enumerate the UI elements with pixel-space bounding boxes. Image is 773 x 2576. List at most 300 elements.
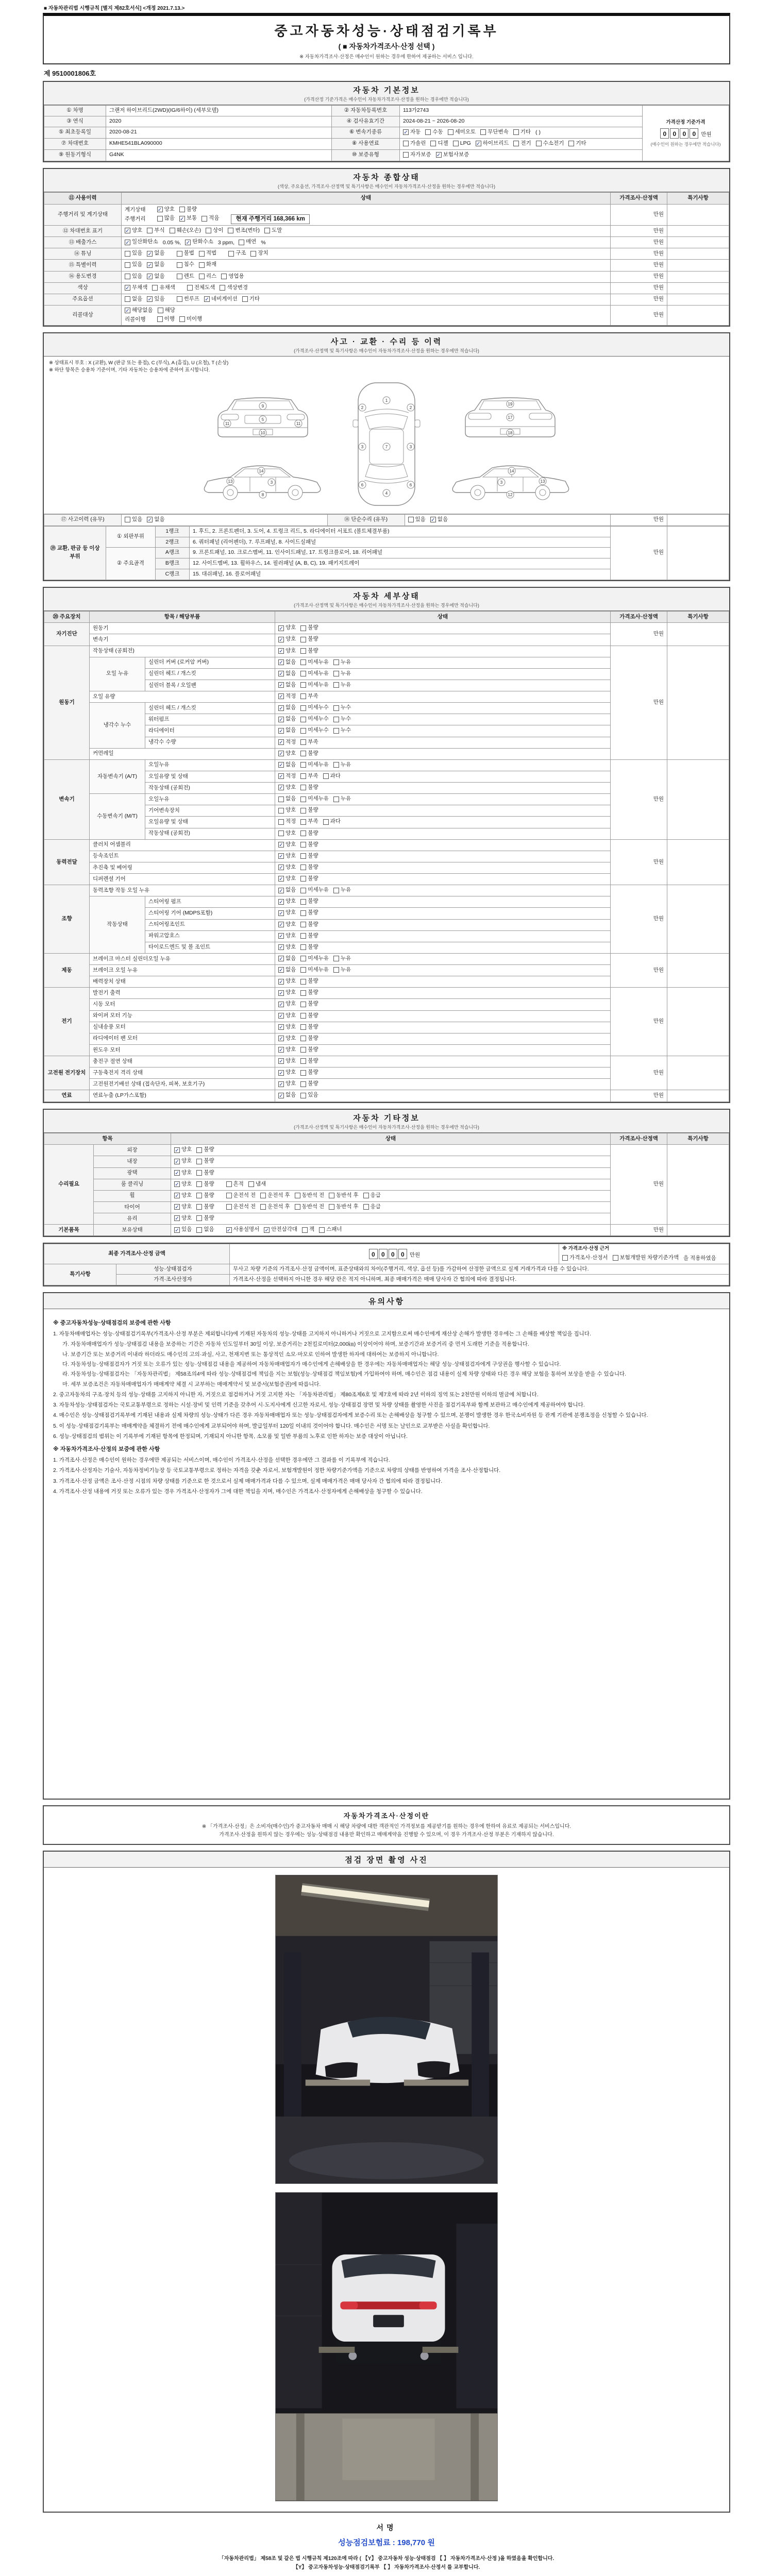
device-item-status (275, 908, 611, 919)
checkbox[interactable] (300, 784, 318, 792)
inspection-photo-2 (275, 2192, 498, 2501)
checkbox[interactable] (278, 806, 296, 815)
checkbox[interactable] (562, 1254, 608, 1262)
checkbox-label: 있음 (132, 261, 143, 268)
photos-container (43, 1851, 730, 2513)
checkbox[interactable] (333, 681, 351, 689)
table-row (44, 204, 729, 225)
signature-title: 서명 (376, 2523, 397, 2532)
checkbox[interactable] (177, 261, 194, 269)
checkbox[interactable] (300, 761, 329, 769)
checkbox[interactable] (125, 516, 142, 524)
checkbox-label: 없음 (285, 704, 296, 711)
checkbox-checked[interactable] (174, 1214, 192, 1223)
checkbox-checked[interactable] (278, 863, 296, 872)
field-value: 2020-08-21 (106, 127, 332, 138)
checkbox-checked[interactable] (278, 692, 296, 701)
checkbox-box-icon (323, 773, 329, 779)
device-item-status (275, 714, 611, 725)
checkbox-checked[interactable] (278, 761, 296, 769)
checkbox[interactable] (196, 1157, 214, 1165)
checkbox-checked[interactable] (147, 516, 164, 524)
checkbox[interactable] (300, 670, 329, 678)
checkbox-label: 불량 (308, 978, 318, 985)
checkbox[interactable] (158, 307, 175, 315)
checkbox-checked[interactable] (278, 1046, 296, 1054)
checkbox[interactable] (568, 140, 586, 148)
checkbox[interactable] (300, 1069, 318, 1077)
checkbox-label: 일산화탄소 (132, 239, 158, 245)
device-item-label: 브레이크 오일 누유 (90, 965, 275, 976)
checkbox[interactable] (177, 295, 199, 303)
checkbox[interactable] (300, 658, 329, 667)
checkbox-box-icon: ✓ (279, 888, 283, 894)
checkbox-checked[interactable] (278, 943, 296, 952)
checkbox-box-icon (333, 956, 339, 961)
checkbox[interactable] (323, 772, 341, 781)
checkbox[interactable] (300, 818, 318, 826)
checkbox-checked[interactable] (278, 624, 296, 632)
table-row (44, 988, 729, 999)
checkbox[interactable] (226, 1192, 256, 1200)
checkbox-checked[interactable] (278, 750, 296, 758)
checkbox[interactable] (196, 1203, 214, 1211)
checkbox-label: 자동 (410, 128, 421, 135)
checkbox[interactable] (300, 795, 329, 803)
checkbox-checked[interactable] (278, 1080, 296, 1088)
device-item-label: 브레이크 마스터 실린더오일 누유 (90, 953, 275, 964)
checkbox[interactable] (300, 681, 329, 689)
checkbox[interactable] (300, 875, 318, 883)
checkbox-checked[interactable] (278, 875, 296, 883)
checkbox[interactable] (147, 227, 164, 235)
checkbox-box-icon (300, 990, 306, 996)
checkbox-box-icon: ✓ (125, 308, 130, 314)
checkbox-label: 불량 (308, 909, 318, 916)
checkbox-label: 누유 (340, 761, 351, 768)
checkbox-checked[interactable] (278, 989, 296, 997)
checkbox[interactable] (125, 261, 142, 269)
checkbox[interactable] (300, 738, 318, 747)
checkbox-label: 양호 (285, 624, 296, 631)
checkbox[interactable] (513, 128, 531, 137)
base-price-label: 가격산정 기준가격 (666, 119, 705, 125)
checkbox-checked[interactable] (278, 909, 296, 917)
svg-text:13: 13 (540, 479, 545, 484)
checkbox[interactable] (300, 852, 318, 860)
svg-text:5: 5 (261, 417, 264, 422)
checkbox-checked[interactable] (174, 1203, 192, 1211)
device-item-status (275, 1044, 611, 1056)
document-title: 중고자동차성능·상태점검기록부 (274, 23, 499, 39)
rank-label: 1랭크 (156, 526, 190, 537)
checkbox[interactable] (333, 966, 351, 974)
checkbox-checked[interactable] (125, 284, 147, 292)
checkbox-checked[interactable] (174, 1146, 192, 1154)
checkbox[interactable] (453, 140, 471, 148)
inline-text: 3 ppm, (217, 239, 235, 246)
checkbox[interactable] (323, 818, 341, 826)
checkbox[interactable] (170, 227, 201, 235)
checkbox-box-icon (226, 1181, 232, 1187)
checkbox[interactable] (300, 1035, 318, 1043)
checkbox[interactable] (196, 1180, 214, 1189)
checkbox[interactable] (300, 989, 318, 997)
remarks-cell (667, 294, 729, 305)
checkbox[interactable] (300, 1080, 318, 1088)
checkbox[interactable] (152, 284, 175, 292)
checkbox[interactable] (408, 516, 426, 524)
checkbox[interactable] (278, 818, 296, 826)
checkbox[interactable] (177, 249, 194, 258)
checkbox-box-icon: ✓ (279, 854, 283, 860)
checkbox[interactable] (226, 1203, 256, 1211)
checkbox[interactable] (333, 715, 351, 723)
checkbox-checked[interactable] (179, 214, 197, 223)
checkbox-checked[interactable] (278, 921, 296, 929)
checkbox-checked[interactable] (278, 977, 296, 986)
checkbox[interactable] (196, 1146, 214, 1154)
signer-role: 가격·조사산정자 (116, 1275, 230, 1285)
checkbox[interactable] (300, 692, 318, 701)
checkbox[interactable] (300, 624, 318, 632)
table-row (44, 282, 729, 294)
checkbox[interactable] (300, 977, 318, 986)
checkbox-checked[interactable] (278, 658, 296, 667)
checkbox[interactable] (480, 128, 509, 137)
checkbox-label: 양호 (181, 1192, 192, 1198)
checkbox[interactable] (363, 1203, 381, 1211)
checkbox-checked[interactable] (278, 670, 296, 678)
signer-note: 가격조사·산정을 선택하지 아니한 경우 해당 란은 적지 아니하며, 최종 매매가격은 매매 당사자 간 협의에 따라 결정됩니다. (230, 1275, 729, 1285)
checkbox[interactable] (196, 1169, 214, 1177)
checkbox-checked[interactable] (476, 140, 509, 148)
device-group-label: 제동 (44, 953, 90, 987)
checkbox[interactable] (300, 841, 318, 849)
checkbox[interactable] (536, 140, 564, 148)
checkbox-label: 탄화수소 (192, 239, 213, 245)
checkbox[interactable] (199, 261, 216, 269)
checkbox-checked[interactable] (125, 227, 142, 235)
notice-paragraph: 3. 가격조사·산정 금액은 조사·산정 시점의 차량 상태를 기준으로 한 것으로서 실제 매매가격과 다를 수 있으며, 실제 매매가격은 매매 당사자 간 협의에 따라 결정됩니다. (53, 1478, 443, 1484)
checkbox-label: 양호 (181, 1180, 192, 1187)
checkbox-box-icon: ✓ (279, 785, 283, 791)
checkbox[interactable] (333, 886, 351, 894)
checkbox[interactable] (260, 1203, 290, 1211)
checkbox[interactable] (125, 249, 142, 258)
checkbox[interactable] (300, 897, 318, 906)
checkbox-box-icon: ✓ (279, 728, 283, 734)
checkbox-label: 적정 (285, 693, 296, 699)
checkbox[interactable] (300, 647, 318, 655)
checkbox-box-icon: ✓ (279, 671, 283, 677)
checkbox-checked[interactable] (278, 772, 296, 781)
checkbox-box-icon: ✓ (279, 1081, 283, 1088)
checkbox-box-icon (250, 251, 256, 257)
checkbox[interactable] (242, 295, 260, 303)
checkbox-box-icon (278, 808, 284, 814)
device-sub-label: 작동상태 (90, 896, 145, 954)
checkbox-checked[interactable] (174, 1180, 192, 1189)
checkbox[interactable] (239, 238, 256, 246)
checkbox[interactable] (300, 1012, 318, 1020)
condition-label: ⑫ 차대번호 표기 (44, 226, 122, 237)
device-item-status (275, 999, 611, 1010)
checkbox[interactable] (430, 140, 448, 148)
remarks-cell (667, 839, 729, 885)
checkbox[interactable] (363, 1192, 381, 1200)
checkbox-checked[interactable] (278, 647, 296, 655)
checkbox[interactable] (300, 1023, 318, 1031)
notice-container (43, 1292, 730, 1800)
checkbox-checked[interactable] (278, 784, 296, 792)
checkbox[interactable] (300, 1091, 318, 1099)
remarks-cell (667, 305, 729, 325)
checkbox-box-icon (300, 819, 306, 825)
checkbox[interactable] (157, 315, 175, 324)
checkbox-checked[interactable] (278, 1035, 296, 1043)
checkbox[interactable] (177, 273, 194, 281)
device-item-status (275, 703, 611, 714)
checkbox-box-icon (295, 1204, 300, 1210)
checkbox-checked[interactable] (226, 1226, 260, 1234)
checkbox[interactable] (300, 726, 329, 735)
checkbox-checked[interactable] (278, 1023, 296, 1031)
device-group-label: 연료 (44, 1090, 90, 1101)
checkbox[interactable] (201, 214, 219, 223)
checkbox[interactable] (278, 795, 296, 803)
checkbox[interactable] (300, 772, 318, 781)
inline-text: % (261, 239, 266, 246)
device-item-status (275, 930, 611, 942)
checkbox-box-icon (333, 888, 339, 893)
checkbox[interactable] (333, 955, 351, 963)
field-value: KMHE541BLA090000 (106, 138, 332, 149)
checkbox-checked[interactable] (278, 852, 296, 860)
checkbox-box-icon: ✓ (279, 842, 283, 848)
table-row (44, 226, 729, 237)
device-item-status (275, 965, 611, 976)
checkbox[interactable] (226, 1180, 244, 1189)
checkbox-checked[interactable] (147, 249, 164, 258)
checkbox[interactable] (333, 795, 351, 803)
checkbox[interactable] (221, 273, 244, 281)
checkbox-box-icon (425, 129, 431, 135)
checkbox[interactable] (264, 227, 282, 235)
checkbox[interactable] (300, 966, 329, 974)
checkbox[interactable] (302, 1226, 314, 1234)
checkbox[interactable] (125, 295, 142, 303)
checkbox-checked[interactable] (278, 886, 296, 894)
checkbox-checked[interactable] (125, 238, 158, 246)
checkbox[interactable] (333, 658, 351, 667)
checkbox[interactable] (300, 704, 329, 712)
checkbox-checked[interactable] (278, 726, 296, 735)
checkbox[interactable] (329, 1203, 359, 1211)
checkbox-checked[interactable] (157, 206, 175, 214)
checkbox-checked[interactable] (278, 681, 296, 689)
checkbox-checked[interactable] (278, 1000, 296, 1008)
svg-text:3: 3 (500, 480, 503, 485)
checkbox-checked[interactable] (278, 966, 296, 974)
car-side-right-diagram (446, 455, 575, 503)
device-item-label: 충전구 절연 상태 (90, 1056, 275, 1067)
checkbox-checked[interactable] (278, 932, 296, 940)
section-overall-condition-header (44, 169, 729, 192)
checkbox[interactable] (319, 1226, 342, 1234)
checkbox[interactable] (220, 284, 248, 292)
checkbox-checked[interactable] (278, 635, 296, 643)
checkbox-checked[interactable] (278, 1069, 296, 1077)
device-group-label: 원동기 (44, 646, 90, 759)
checkbox-checked[interactable] (174, 1192, 192, 1200)
checkbox[interactable] (425, 128, 443, 137)
checkbox-label: 양호 (181, 1158, 192, 1164)
checkbox-checked[interactable] (174, 1157, 192, 1165)
checkbox[interactable] (329, 1192, 359, 1200)
column-header-row (44, 611, 729, 623)
checkbox[interactable] (187, 284, 215, 292)
device-item-label: 변속기 (90, 634, 275, 646)
checkbox[interactable] (300, 715, 329, 723)
checkbox-checked[interactable] (278, 1012, 296, 1020)
price-cell: 만원 (611, 305, 667, 325)
checkbox[interactable] (300, 921, 318, 929)
checkbox[interactable] (300, 886, 329, 894)
checkbox-checked[interactable] (147, 273, 164, 281)
checkbox[interactable] (300, 806, 318, 815)
checkbox[interactable] (333, 704, 351, 712)
checkbox-checked[interactable] (278, 715, 296, 723)
checkbox[interactable] (300, 1046, 318, 1054)
checkbox-box-icon (300, 659, 306, 665)
checkbox[interactable] (300, 750, 318, 758)
checkbox[interactable] (125, 273, 142, 281)
price-digit-box: 0 (369, 1249, 378, 1259)
checkbox[interactable] (403, 151, 431, 159)
checkbox-checked[interactable] (278, 738, 296, 747)
table-row (44, 1145, 729, 1156)
section-note: (가격조사·산정액 및 특기사항은 매수인이 자동차가격조사·산정을 원하는 경우에만 적습니다) (294, 1124, 479, 1130)
checkbox[interactable] (179, 315, 202, 324)
checkbox[interactable] (300, 909, 318, 917)
checkbox-checked[interactable] (174, 1169, 192, 1177)
checkbox-label: 미세누유 (308, 761, 329, 768)
checkbox-label: 미세누유 (308, 795, 329, 802)
checkbox-label: 불량 (308, 898, 318, 905)
checkbox-box-icon (300, 739, 306, 745)
checkbox-checked[interactable] (147, 295, 164, 303)
checkbox[interactable] (300, 943, 318, 952)
etc-item-label: 유리 (94, 1213, 171, 1225)
checkbox-label: 운전석 후 (267, 1203, 290, 1210)
checkbox[interactable] (300, 1057, 318, 1065)
checkbox-box-icon (264, 228, 270, 233)
checkbox-checked[interactable] (174, 1226, 192, 1234)
checkbox[interactable] (179, 206, 197, 214)
checkbox-checked[interactable] (278, 1057, 296, 1065)
checkbox-checked[interactable] (436, 151, 469, 159)
checkbox-checked[interactable] (125, 307, 153, 315)
condition-value (122, 271, 611, 282)
checkbox[interactable] (260, 1192, 290, 1200)
checkbox-checked[interactable] (204, 295, 238, 303)
checkbox[interactable] (278, 829, 296, 838)
checkbox-label: 없음 (204, 1226, 214, 1233)
checkbox[interactable] (300, 863, 318, 872)
checkbox-checked[interactable] (278, 1091, 296, 1099)
section-note: (가격조사·산정액 및 특기사항은 매수인이 자동차가격조사·산정을 원하는 경우에만 적습니다) (294, 348, 479, 354)
checkbox-label: 불량 (308, 932, 318, 939)
checkbox-checked[interactable] (278, 897, 296, 906)
checkbox[interactable] (295, 1203, 325, 1211)
checkbox-box-icon (125, 517, 130, 522)
checkbox-box-icon (329, 1193, 334, 1198)
checkbox[interactable] (228, 227, 260, 235)
device-item-status (275, 657, 611, 668)
checkbox-label: 불량 (308, 989, 318, 996)
checkbox-checked[interactable] (147, 261, 164, 269)
checkbox[interactable] (199, 249, 216, 258)
checkbox[interactable] (250, 249, 268, 258)
checkbox-box-icon (300, 648, 306, 654)
field-label: ① 차명 (44, 106, 106, 116)
price-cell: 만원 (611, 248, 667, 260)
checkbox[interactable] (199, 273, 216, 281)
checkbox[interactable] (196, 1214, 214, 1223)
checkbox-label: 없음 (154, 250, 165, 257)
checkbox-box-icon: ✓ (279, 648, 283, 654)
checkbox[interactable] (196, 1226, 214, 1234)
checkbox-label: 불량 (204, 1146, 214, 1153)
checkbox[interactable] (196, 1192, 214, 1200)
checkbox-checked[interactable] (278, 841, 296, 849)
device-item-status (275, 668, 611, 680)
checkbox[interactable] (157, 214, 175, 223)
checkbox[interactable] (228, 249, 246, 258)
checkbox[interactable] (333, 761, 351, 769)
checkbox-checked[interactable] (403, 128, 421, 137)
price-cell: 만원 (611, 260, 667, 271)
checkbox[interactable] (333, 726, 351, 735)
accident-history-value (122, 514, 328, 526)
checkbox[interactable] (300, 932, 318, 940)
checkbox-checked[interactable] (264, 1226, 297, 1234)
checkbox-checked[interactable] (278, 704, 296, 712)
checkbox[interactable] (295, 1192, 325, 1200)
checkbox[interactable] (300, 829, 318, 838)
checkbox[interactable] (300, 1000, 318, 1008)
checkbox-checked[interactable] (430, 516, 448, 524)
checkbox[interactable] (403, 140, 426, 148)
checkbox[interactable] (300, 635, 318, 643)
checkbox-label: 양호 (285, 943, 296, 950)
checkbox-checked[interactable] (278, 955, 296, 963)
checkbox[interactable] (248, 1180, 266, 1189)
checkbox[interactable] (333, 670, 351, 678)
checkbox-checked[interactable] (185, 238, 213, 246)
svg-text:18: 18 (508, 430, 513, 435)
checkbox[interactable] (613, 1254, 679, 1262)
about-line: 가격조사·산정을 원하지 않는 경우에는 성능·상태점검 내용만 확인하고 매매계약을 진행할 수 있으며, 이 경우 가격조사·산정 부분은 기재하지 않습니다. (219, 1832, 554, 1838)
checkbox-label: 양호 (285, 750, 296, 756)
checkbox[interactable] (448, 128, 476, 137)
checkbox-box-icon (248, 1181, 254, 1187)
checkbox-label: 불량 (308, 807, 318, 814)
checkbox[interactable] (206, 227, 223, 235)
checkbox[interactable] (513, 140, 531, 148)
checkbox[interactable] (300, 955, 329, 963)
